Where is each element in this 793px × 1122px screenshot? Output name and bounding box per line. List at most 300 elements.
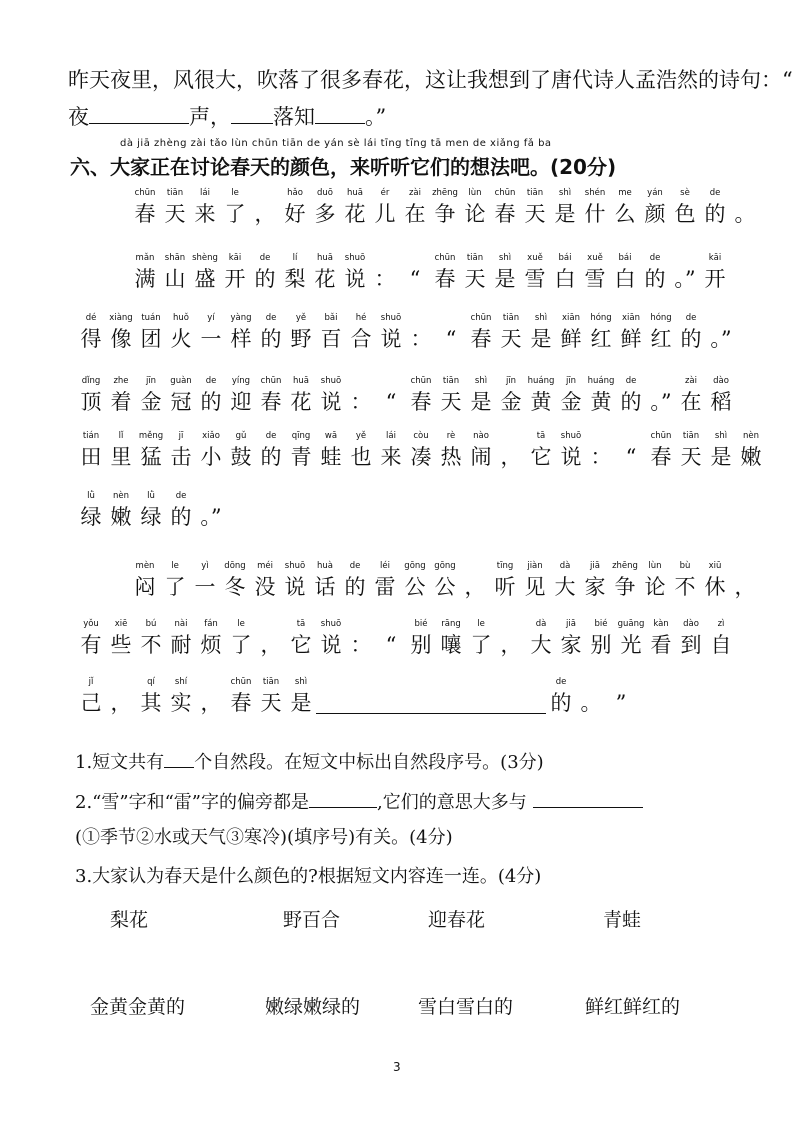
pinyin: tā bbox=[296, 619, 306, 629]
passage-char bbox=[646, 618, 676, 659]
question-2-options bbox=[75, 823, 453, 849]
passage-char bbox=[400, 560, 430, 601]
passage-char bbox=[136, 490, 166, 531]
hanzi: 白 bbox=[614, 267, 636, 291]
hanzi: 雪 bbox=[524, 267, 546, 291]
question-3-text: 3.大家认为春天是什么颜色的?根据短文内容连一连。(4分) bbox=[75, 866, 542, 887]
passage-char bbox=[430, 560, 460, 601]
hanzi: 的 bbox=[344, 575, 366, 599]
passage-char bbox=[130, 560, 160, 601]
passage-char bbox=[226, 375, 256, 416]
hanzi: 听 bbox=[494, 575, 516, 599]
passage-char bbox=[676, 375, 706, 416]
passage-char bbox=[580, 187, 610, 228]
pinyin: jīn bbox=[505, 376, 517, 386]
intro-text-2c: 落知 bbox=[273, 105, 315, 129]
passage-char bbox=[496, 312, 526, 353]
answer-blank[interactable] bbox=[316, 676, 546, 717]
pinyin: bú bbox=[145, 619, 157, 629]
hanzi: 鲜 bbox=[620, 327, 642, 351]
passage-char bbox=[136, 618, 166, 659]
pinyin: tiān bbox=[526, 188, 544, 198]
hanzi: 了 bbox=[164, 575, 186, 599]
passage-char bbox=[280, 560, 310, 601]
pinyin: yì bbox=[201, 561, 209, 571]
passage-char bbox=[136, 312, 166, 353]
pinyin: qīng bbox=[291, 431, 311, 441]
hanzi: 闷 bbox=[134, 575, 156, 599]
hanzi: 儿 bbox=[374, 202, 396, 226]
hanzi: 的 bbox=[704, 202, 726, 226]
pinyin: hǎo bbox=[287, 188, 303, 198]
passage-char bbox=[496, 430, 526, 471]
hanzi: 花 bbox=[344, 202, 366, 226]
pinyin: de bbox=[685, 313, 697, 323]
pinyin: zài bbox=[408, 188, 422, 198]
meaning-blank[interactable] bbox=[533, 793, 643, 808]
passage-char bbox=[106, 618, 136, 659]
hanzi: 嚷 bbox=[440, 633, 462, 657]
passage-char bbox=[166, 430, 196, 471]
pinyin: jīn bbox=[565, 376, 577, 386]
passage-char bbox=[706, 312, 736, 353]
passage-char bbox=[556, 618, 586, 659]
pinyin: chūn bbox=[410, 376, 432, 386]
hanzi: 。 bbox=[734, 202, 756, 226]
poem-blank-2[interactable] bbox=[231, 107, 273, 124]
pinyin: jī bbox=[178, 431, 184, 441]
pinyin: de bbox=[265, 431, 277, 441]
passage-char bbox=[730, 560, 760, 601]
poem-blank-1[interactable] bbox=[89, 107, 189, 124]
pinyin: xuě bbox=[587, 253, 603, 263]
passage-char bbox=[196, 312, 226, 353]
pinyin: shén bbox=[584, 188, 606, 198]
question-3 bbox=[75, 862, 541, 888]
passage-char bbox=[670, 252, 700, 293]
passage-char bbox=[346, 618, 376, 659]
pinyin: de bbox=[709, 188, 721, 198]
pinyin: shuō bbox=[380, 313, 402, 323]
pinyin: chūn bbox=[470, 313, 492, 323]
pinyin: shì bbox=[294, 677, 308, 687]
hanzi: 论 bbox=[644, 575, 666, 599]
passage-char bbox=[376, 618, 406, 659]
question-2 bbox=[75, 788, 643, 814]
pinyin: tuán bbox=[141, 313, 161, 323]
passage-char bbox=[460, 252, 490, 293]
passage-char bbox=[400, 252, 430, 293]
question-1-text-a: 1.短文共有 bbox=[75, 752, 165, 773]
pinyin: bǎi bbox=[324, 313, 338, 323]
passage-char bbox=[160, 252, 190, 293]
pinyin: nào bbox=[473, 431, 489, 441]
pinyin: de bbox=[259, 253, 271, 263]
hanzi: ： bbox=[350, 390, 372, 414]
passage-char bbox=[286, 312, 316, 353]
passage-char bbox=[376, 312, 406, 353]
pinyin: lǐ bbox=[118, 431, 124, 441]
match-top-item[interactable]: 梨花 bbox=[110, 909, 149, 931]
pinyin: tiān bbox=[502, 313, 520, 323]
pinyin: tiān bbox=[166, 188, 184, 198]
match-bottom-item[interactable]: 鲜红鲜红的 bbox=[585, 996, 681, 1018]
hanzi: 的 bbox=[550, 691, 572, 715]
question-2-text-c: (①季节②水或天气③寒冷)(填序号)有关。(4分) bbox=[75, 827, 453, 848]
hanzi: 天 bbox=[440, 390, 462, 414]
hanzi: 里 bbox=[110, 445, 132, 469]
passage-char bbox=[676, 618, 706, 659]
passage-char bbox=[190, 187, 220, 228]
hanzi: ： bbox=[410, 327, 432, 351]
passage-char bbox=[646, 430, 676, 471]
match-bottom-item[interactable]: 雪白雪白的 bbox=[418, 996, 514, 1018]
intro-text-2a: 夜 bbox=[68, 105, 89, 129]
passage-char bbox=[316, 430, 346, 471]
passage-char bbox=[616, 430, 646, 471]
hanzi: 它 bbox=[530, 445, 552, 469]
pinyin: de bbox=[175, 491, 187, 501]
hanzi: 春 bbox=[650, 445, 672, 469]
passage-char bbox=[436, 618, 466, 659]
passage-char bbox=[76, 676, 106, 717]
passage-char bbox=[166, 375, 196, 416]
hanzi: 顶 bbox=[80, 390, 102, 414]
hanzi: 金 bbox=[500, 390, 522, 414]
passage-char bbox=[196, 676, 226, 717]
hanzi: ： bbox=[590, 445, 612, 469]
pinyin: shuō bbox=[320, 619, 342, 629]
hanzi: 鲜 bbox=[560, 327, 582, 351]
passage-char bbox=[250, 252, 280, 293]
passage-char bbox=[556, 312, 586, 353]
hanzi: 多 bbox=[314, 202, 336, 226]
pinyin: xiān bbox=[562, 313, 580, 323]
passage-char bbox=[220, 187, 250, 228]
passage-char bbox=[196, 618, 226, 659]
hanzi: 没 bbox=[254, 575, 276, 599]
pinyin: yě bbox=[295, 313, 307, 323]
hanzi: 雷 bbox=[374, 575, 396, 599]
passage-char bbox=[250, 560, 280, 601]
hanzi: 些 bbox=[110, 633, 132, 657]
pinyin: dào bbox=[683, 619, 699, 629]
intro-text-2d: 。” bbox=[365, 105, 387, 129]
pinyin: chūn bbox=[434, 253, 456, 263]
passage-char bbox=[220, 252, 250, 293]
pinyin: dào bbox=[713, 376, 729, 386]
pinyin: le bbox=[231, 188, 239, 198]
hanzi: 烦 bbox=[200, 633, 222, 657]
passage-char bbox=[700, 560, 730, 601]
passage-char bbox=[310, 252, 340, 293]
pinyin: yán bbox=[647, 188, 663, 198]
hanzi: 梨 bbox=[284, 267, 306, 291]
passage-char bbox=[256, 676, 286, 717]
pinyin: zì bbox=[717, 619, 725, 629]
passage-char bbox=[106, 312, 136, 353]
passage-char bbox=[106, 375, 136, 416]
passage-char bbox=[256, 618, 286, 659]
passage-char bbox=[340, 560, 370, 601]
passage-char bbox=[226, 312, 256, 353]
passage-char bbox=[616, 375, 646, 416]
passage-char bbox=[556, 430, 586, 471]
pinyin: bié bbox=[594, 619, 608, 629]
pinyin: le bbox=[477, 619, 485, 629]
pinyin: ér bbox=[380, 188, 390, 198]
passage-char bbox=[256, 312, 286, 353]
passage-char bbox=[220, 560, 250, 601]
hanzi: 的 bbox=[170, 505, 192, 529]
passage-char bbox=[406, 618, 436, 659]
hanzi: ， bbox=[200, 691, 222, 715]
hanzi: 的 bbox=[680, 327, 702, 351]
passage-char bbox=[166, 618, 196, 659]
pinyin: dà bbox=[559, 561, 571, 571]
hanzi: 团 bbox=[140, 327, 162, 351]
pinyin: shì bbox=[534, 313, 548, 323]
passage-char bbox=[490, 252, 520, 293]
match-bottom-item[interactable]: 嫩绿嫩绿的 bbox=[265, 996, 361, 1018]
passage-char bbox=[316, 312, 346, 353]
hanzi: 它 bbox=[290, 633, 312, 657]
passage-char bbox=[76, 618, 106, 659]
pinyin: shuō bbox=[560, 431, 582, 441]
passage-char bbox=[310, 560, 340, 601]
pinyin: huáng bbox=[527, 376, 555, 386]
pinyin: chūn bbox=[134, 188, 156, 198]
pinyin: jīn bbox=[145, 376, 157, 386]
pinyin: bù bbox=[679, 561, 691, 571]
pinyin: tā bbox=[536, 431, 546, 441]
hanzi: 是 bbox=[290, 691, 312, 715]
passage-char bbox=[226, 430, 256, 471]
hanzi: 说 bbox=[380, 327, 402, 351]
hanzi: 开 bbox=[704, 267, 726, 291]
hanzi: 看 bbox=[650, 633, 672, 657]
passage-char bbox=[576, 676, 606, 717]
hanzi: 来 bbox=[380, 445, 402, 469]
passage-char bbox=[526, 430, 556, 471]
pinyin: guāng bbox=[617, 619, 645, 629]
hanzi: “ bbox=[445, 327, 457, 351]
passage-row bbox=[130, 560, 760, 601]
hanzi: 休 bbox=[704, 575, 726, 599]
pinyin: lùn bbox=[648, 561, 662, 571]
hanzi: 天 bbox=[464, 267, 486, 291]
pinyin: kāi bbox=[708, 253, 722, 263]
hanzi: 说 bbox=[284, 575, 306, 599]
hanzi: 凑 bbox=[410, 445, 432, 469]
pinyin: tiān bbox=[466, 253, 484, 263]
question-2-text-b: ,它们的意思大多与 bbox=[376, 792, 527, 813]
hanzi: 的 bbox=[200, 390, 222, 414]
pinyin: xiū bbox=[708, 561, 722, 571]
match-top-item[interactable]: 青蛙 bbox=[603, 909, 642, 931]
passage-char bbox=[76, 430, 106, 471]
hanzi: 论 bbox=[464, 202, 486, 226]
passage-char bbox=[106, 490, 136, 531]
hanzi: ， bbox=[260, 633, 282, 657]
passage-char bbox=[520, 187, 550, 228]
pinyin: yí bbox=[207, 313, 215, 323]
pinyin: hóng bbox=[650, 313, 672, 323]
passage-char bbox=[460, 560, 490, 601]
pinyin: dà bbox=[535, 619, 547, 629]
passage-char bbox=[190, 252, 220, 293]
pinyin: xiǎo bbox=[202, 431, 220, 441]
hanzi: ， bbox=[254, 202, 276, 226]
hanzi: 春 bbox=[260, 390, 282, 414]
hanzi: 春 bbox=[230, 691, 252, 715]
intro-text-2b: 声， bbox=[189, 105, 231, 129]
passage-char bbox=[106, 676, 136, 717]
passage-char bbox=[586, 618, 616, 659]
hanzi: 说 bbox=[560, 445, 582, 469]
passage-char bbox=[526, 618, 556, 659]
passage-char bbox=[196, 490, 226, 531]
poem-blank-3[interactable] bbox=[315, 107, 365, 124]
question-1-text-b: 个自然段。在短文中标出自然段序号。(3分) bbox=[194, 752, 544, 773]
hanzi: 是 bbox=[530, 327, 552, 351]
passage-row bbox=[76, 430, 766, 471]
pinyin: de bbox=[205, 376, 217, 386]
passage-char bbox=[196, 430, 226, 471]
passage-char bbox=[706, 618, 736, 659]
match-top-item[interactable]: 野百合 bbox=[283, 909, 341, 931]
match-top-item[interactable]: 迎春花 bbox=[428, 909, 486, 931]
pinyin: huǒ bbox=[173, 313, 189, 323]
pinyin: hóng bbox=[590, 313, 612, 323]
passage-char bbox=[646, 312, 676, 353]
pinyin: duō bbox=[317, 188, 333, 198]
pinyin: zài bbox=[684, 376, 698, 386]
hanzi: 么 bbox=[614, 202, 636, 226]
pinyin: qí bbox=[147, 677, 155, 687]
hanzi: 大 bbox=[554, 575, 576, 599]
hanzi: 天 bbox=[524, 202, 546, 226]
passage-char bbox=[76, 490, 106, 531]
passage-char bbox=[520, 252, 550, 293]
hanzi: 什 bbox=[584, 202, 606, 226]
pinyin: xuě bbox=[527, 253, 543, 263]
hanzi: ， bbox=[110, 691, 132, 715]
passage-char bbox=[310, 187, 340, 228]
match-bottom-item[interactable]: 金黄金黄的 bbox=[90, 996, 186, 1018]
passage-char bbox=[610, 187, 640, 228]
passage-char bbox=[196, 375, 226, 416]
question-2-text-a: 2.“雪”字和“雷”字的偏旁都是 bbox=[75, 792, 309, 813]
pinyin: fán bbox=[204, 619, 218, 629]
hanzi: 争 bbox=[434, 202, 456, 226]
passage-char bbox=[370, 252, 400, 293]
hanzi: 田 bbox=[80, 445, 102, 469]
passage-char bbox=[466, 375, 496, 416]
hanzi: 的 bbox=[620, 390, 642, 414]
passage-char bbox=[160, 187, 190, 228]
hanzi: 有 bbox=[80, 633, 102, 657]
pinyin: lǜ bbox=[87, 491, 95, 501]
passage-char bbox=[226, 676, 256, 717]
pinyin: shèng bbox=[192, 253, 218, 263]
hanzi: 满 bbox=[134, 267, 156, 291]
pinyin: yě bbox=[355, 431, 367, 441]
hanzi: 春 bbox=[410, 390, 432, 414]
pinyin: gōng bbox=[404, 561, 426, 571]
hanzi: 到 bbox=[680, 633, 702, 657]
hanzi: 一 bbox=[200, 327, 222, 351]
passage-char bbox=[546, 676, 576, 717]
pinyin: de bbox=[649, 253, 661, 263]
hanzi: 春 bbox=[470, 327, 492, 351]
passage-char bbox=[586, 430, 616, 471]
passage-char bbox=[280, 252, 310, 293]
passage-char bbox=[646, 375, 676, 416]
passage-char bbox=[616, 618, 646, 659]
pinyin: lǜ bbox=[147, 491, 155, 501]
section-heading bbox=[70, 138, 616, 180]
pinyin: nèn bbox=[112, 491, 129, 501]
paragraph-count-blank[interactable] bbox=[164, 753, 194, 768]
passage-char bbox=[436, 312, 466, 353]
hanzi: 春 bbox=[494, 202, 516, 226]
passage-char bbox=[610, 560, 640, 601]
pinyin: zhēng bbox=[432, 188, 458, 198]
passage-char bbox=[370, 560, 400, 601]
pinyin: guàn bbox=[170, 376, 192, 386]
passage-char bbox=[166, 490, 196, 531]
hanzi: 着 bbox=[110, 390, 132, 414]
pinyin: huà bbox=[317, 561, 333, 571]
hanzi: 了 bbox=[224, 202, 246, 226]
radical-blank[interactable] bbox=[309, 793, 377, 808]
passage-char bbox=[676, 430, 706, 471]
hanzi: 光 bbox=[620, 633, 642, 657]
hanzi: 花 bbox=[314, 267, 336, 291]
passage-char bbox=[406, 430, 436, 471]
passage-char bbox=[586, 375, 616, 416]
passage-char bbox=[406, 375, 436, 416]
hanzi: 的 bbox=[260, 327, 282, 351]
pinyin: de bbox=[625, 376, 637, 386]
hanzi: 。” bbox=[710, 327, 732, 351]
passage-char bbox=[640, 252, 670, 293]
pinyin: huā bbox=[317, 253, 333, 263]
hanzi: 春 bbox=[434, 267, 456, 291]
hanzi: 的 bbox=[644, 267, 666, 291]
hanzi: 红 bbox=[650, 327, 672, 351]
hanzi: 红 bbox=[590, 327, 612, 351]
pinyin: kāi bbox=[228, 253, 242, 263]
passage-char bbox=[406, 312, 436, 353]
hanzi bbox=[316, 689, 546, 714]
hanzi: 实 bbox=[170, 691, 192, 715]
passage-char bbox=[466, 312, 496, 353]
hanzi: ， bbox=[500, 445, 522, 469]
pinyin: lái bbox=[200, 188, 210, 198]
passage-char bbox=[676, 312, 706, 353]
hanzi: 迎 bbox=[230, 390, 252, 414]
pinyin: shí bbox=[174, 677, 188, 687]
passage-char bbox=[346, 375, 376, 416]
pinyin: měng bbox=[138, 431, 164, 441]
hanzi: 是 bbox=[554, 202, 576, 226]
passage-char bbox=[340, 187, 370, 228]
passage-row bbox=[76, 312, 736, 353]
passage-char bbox=[556, 375, 586, 416]
pinyin: rāng bbox=[441, 619, 461, 629]
